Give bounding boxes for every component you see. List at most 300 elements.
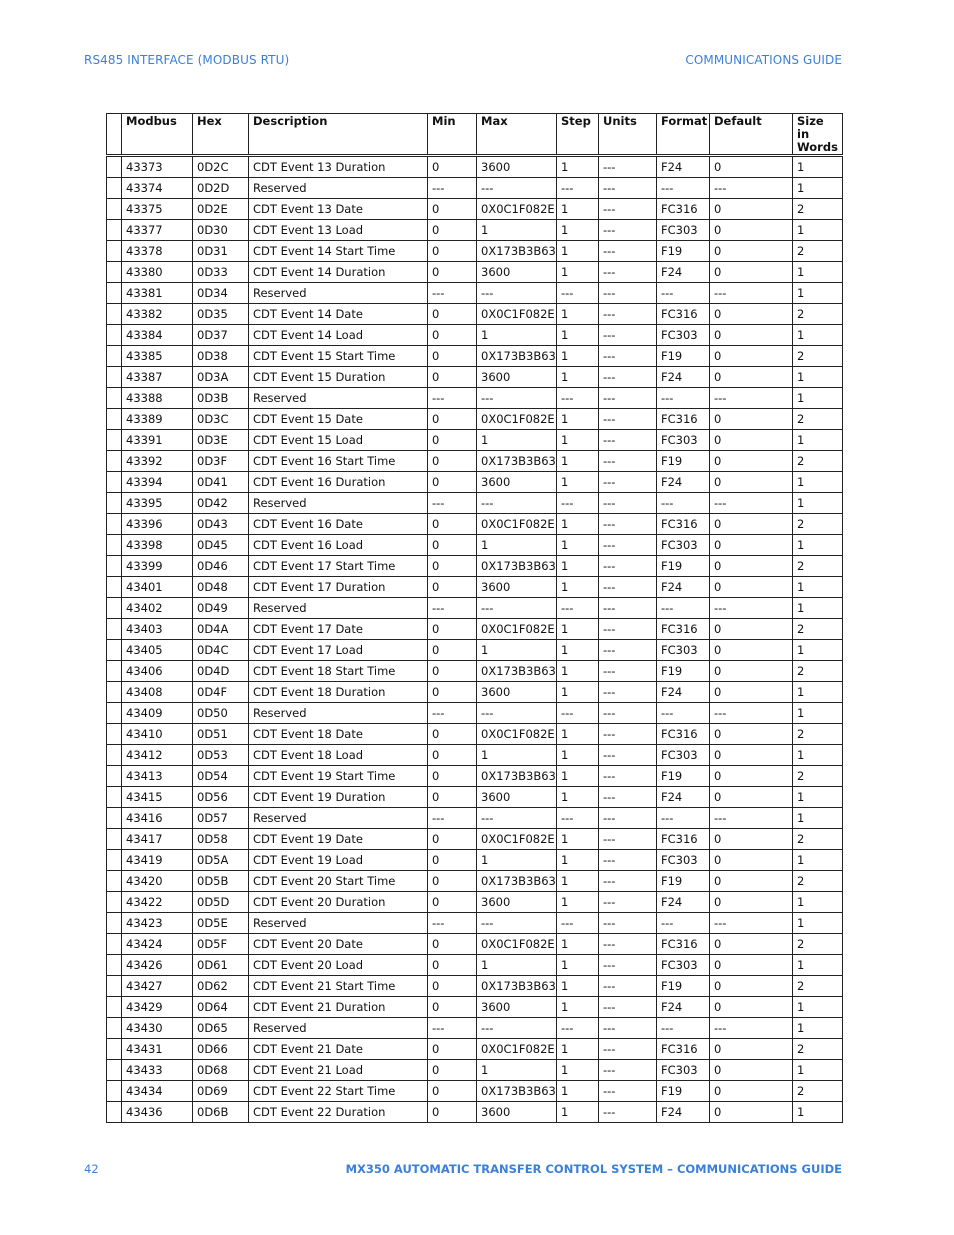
table-row [107, 871, 843, 892]
cell-hex: 0D3C [193, 409, 249, 430]
cell-units: --- [599, 1060, 657, 1081]
cell-description: CDT Event 14 Date [249, 304, 428, 325]
row-margin-cell [107, 514, 122, 535]
row-margin-cell [107, 156, 122, 178]
row-margin-cell [107, 388, 122, 409]
cell-format: F19 [657, 976, 710, 997]
cell-step: 1 [557, 367, 599, 388]
row-margin-cell [107, 430, 122, 451]
cell-default: 0 [710, 661, 793, 682]
cell-description: Reserved [249, 178, 428, 199]
cell-description: CDT Event 22 Duration [249, 1102, 428, 1123]
cell-format: --- [657, 388, 710, 409]
cell-max: 3600 [477, 682, 557, 703]
cell-max: 0X0C1F082E [477, 304, 557, 325]
cell-format: FC303 [657, 430, 710, 451]
col-header-default: Default [710, 114, 793, 156]
cell-hex: 0D37 [193, 325, 249, 346]
table-row [107, 1102, 843, 1123]
row-margin-cell [107, 871, 122, 892]
table-row [107, 262, 843, 283]
table-row [107, 577, 843, 598]
row-margin-cell [107, 913, 122, 934]
cell-description: Reserved [249, 283, 428, 304]
cell-units: --- [599, 241, 657, 262]
cell-description: CDT Event 15 Load [249, 430, 428, 451]
cell-hex: 0D4F [193, 682, 249, 703]
row-margin-cell [107, 892, 122, 913]
cell-hex: 0D42 [193, 493, 249, 514]
cell-step: 1 [557, 829, 599, 850]
cell-default: 0 [710, 955, 793, 976]
cell-max: --- [477, 808, 557, 829]
cell-hex: 0D69 [193, 1081, 249, 1102]
cell-size: 1 [793, 493, 843, 514]
table-row [107, 367, 843, 388]
cell-step: 1 [557, 892, 599, 913]
cell-modbus: 43374 [122, 178, 193, 199]
table-row [107, 829, 843, 850]
cell-modbus: 43433 [122, 1060, 193, 1081]
cell-size: 1 [793, 850, 843, 871]
cell-size: 2 [793, 934, 843, 955]
cell-min: 0 [428, 346, 477, 367]
cell-step: 1 [557, 514, 599, 535]
cell-min: --- [428, 178, 477, 199]
cell-min: --- [428, 808, 477, 829]
cell-hex: 0D61 [193, 955, 249, 976]
cell-max: 1 [477, 535, 557, 556]
cell-step: --- [557, 388, 599, 409]
cell-max: 3600 [477, 892, 557, 913]
cell-hex: 0D51 [193, 724, 249, 745]
table-row [107, 241, 843, 262]
cell-units: --- [599, 850, 657, 871]
cell-max: 0X0C1F082E [477, 514, 557, 535]
cell-min: --- [428, 388, 477, 409]
cell-format: F24 [657, 156, 710, 178]
row-margin-cell [107, 850, 122, 871]
cell-min: 0 [428, 640, 477, 661]
cell-step: 1 [557, 577, 599, 598]
cell-units: --- [599, 556, 657, 577]
cell-hex: 0D45 [193, 535, 249, 556]
row-margin-cell [107, 787, 122, 808]
cell-size: 1 [793, 703, 843, 724]
running-header-section: RS485 INTERFACE (MODBUS RTU) [84, 53, 290, 67]
footer-title: MX350 AUTOMATIC TRANSFER CONTROL SYSTEM – COMMUNICATIONS GUIDE [345, 1162, 842, 1176]
cell-default: --- [710, 283, 793, 304]
cell-hex: 0D34 [193, 283, 249, 304]
cell-step: 1 [557, 934, 599, 955]
cell-format: FC303 [657, 850, 710, 871]
cell-units: --- [599, 640, 657, 661]
cell-min: 0 [428, 220, 477, 241]
page-number: 42 [84, 1162, 99, 1176]
cell-size: 1 [793, 388, 843, 409]
cell-units: --- [599, 745, 657, 766]
cell-description: CDT Event 18 Load [249, 745, 428, 766]
cell-step: 1 [557, 1102, 599, 1123]
row-margin-cell [107, 619, 122, 640]
cell-format: FC303 [657, 1060, 710, 1081]
cell-units: --- [599, 451, 657, 472]
row-margin-cell [107, 304, 122, 325]
table-header-margin [107, 114, 122, 156]
cell-modbus: 43380 [122, 262, 193, 283]
table-row [107, 304, 843, 325]
cell-max: --- [477, 703, 557, 724]
cell-units: --- [599, 955, 657, 976]
cell-units: --- [599, 367, 657, 388]
cell-max: 0X173B3B63 [477, 556, 557, 577]
cell-units: --- [599, 661, 657, 682]
table-row [107, 703, 843, 724]
cell-size: 1 [793, 682, 843, 703]
cell-max: 3600 [477, 156, 557, 178]
cell-description: CDT Event 14 Duration [249, 262, 428, 283]
cell-max: --- [477, 388, 557, 409]
cell-description: CDT Event 20 Load [249, 955, 428, 976]
cell-description: CDT Event 18 Date [249, 724, 428, 745]
cell-step: 1 [557, 850, 599, 871]
cell-step: --- [557, 493, 599, 514]
cell-default: --- [710, 598, 793, 619]
cell-hex: 0D65 [193, 1018, 249, 1039]
cell-format: FC316 [657, 724, 710, 745]
cell-units: --- [599, 220, 657, 241]
cell-modbus: 43389 [122, 409, 193, 430]
cell-units: --- [599, 1018, 657, 1039]
cell-units: --- [599, 577, 657, 598]
cell-hex: 0D5D [193, 892, 249, 913]
cell-min: 0 [428, 514, 477, 535]
cell-description: CDT Event 19 Load [249, 850, 428, 871]
cell-size: 2 [793, 346, 843, 367]
cell-default: 0 [710, 787, 793, 808]
cell-max: 3600 [477, 997, 557, 1018]
cell-units: --- [599, 1102, 657, 1123]
cell-format: --- [657, 598, 710, 619]
cell-description: CDT Event 18 Duration [249, 682, 428, 703]
table-body [107, 156, 843, 1123]
cell-min: 0 [428, 472, 477, 493]
cell-units: --- [599, 724, 657, 745]
cell-hex: 0D31 [193, 241, 249, 262]
cell-default: 0 [710, 472, 793, 493]
cell-step: --- [557, 598, 599, 619]
cell-default: 0 [710, 871, 793, 892]
cell-hex: 0D4D [193, 661, 249, 682]
cell-max: 1 [477, 850, 557, 871]
cell-max: 1 [477, 745, 557, 766]
cell-default: 0 [710, 199, 793, 220]
cell-max: 0X0C1F082E [477, 409, 557, 430]
cell-format: --- [657, 1018, 710, 1039]
cell-max: --- [477, 493, 557, 514]
cell-hex: 0D46 [193, 556, 249, 577]
table-row [107, 199, 843, 220]
table-row [107, 766, 843, 787]
cell-modbus: 43413 [122, 766, 193, 787]
cell-units: --- [599, 703, 657, 724]
cell-default: 0 [710, 346, 793, 367]
cell-modbus: 43424 [122, 934, 193, 955]
cell-description: CDT Event 14 Load [249, 325, 428, 346]
cell-format: F24 [657, 1102, 710, 1123]
cell-units: --- [599, 1039, 657, 1060]
cell-units: --- [599, 598, 657, 619]
cell-max: 0X0C1F082E [477, 829, 557, 850]
cell-units: --- [599, 514, 657, 535]
row-margin-cell [107, 220, 122, 241]
cell-default: 0 [710, 1060, 793, 1081]
cell-format: F19 [657, 766, 710, 787]
cell-format: FC316 [657, 304, 710, 325]
table-row [107, 535, 843, 556]
cell-modbus: 43387 [122, 367, 193, 388]
row-margin-cell [107, 451, 122, 472]
cell-description: CDT Event 16 Date [249, 514, 428, 535]
cell-units: --- [599, 934, 657, 955]
row-margin-cell [107, 178, 122, 199]
cell-default: 0 [710, 156, 793, 178]
cell-modbus: 43396 [122, 514, 193, 535]
table-row [107, 556, 843, 577]
cell-hex: 0D68 [193, 1060, 249, 1081]
col-header-modbus: Modbus [122, 114, 193, 156]
cell-format: --- [657, 913, 710, 934]
cell-default: 0 [710, 1102, 793, 1123]
cell-default: --- [710, 493, 793, 514]
cell-format: FC303 [657, 640, 710, 661]
cell-default: --- [710, 808, 793, 829]
cell-format: F19 [657, 556, 710, 577]
cell-modbus: 43409 [122, 703, 193, 724]
row-margin-cell [107, 829, 122, 850]
cell-hex: 0D5E [193, 913, 249, 934]
table-row [107, 850, 843, 871]
table-row [107, 787, 843, 808]
cell-step: 1 [557, 787, 599, 808]
cell-units: --- [599, 682, 657, 703]
cell-default: 0 [710, 409, 793, 430]
cell-modbus: 43375 [122, 199, 193, 220]
cell-format: FC303 [657, 220, 710, 241]
col-header-max: Max [477, 114, 557, 156]
cell-max: 1 [477, 325, 557, 346]
cell-format: FC316 [657, 934, 710, 955]
cell-format: F19 [657, 871, 710, 892]
cell-format: F24 [657, 997, 710, 1018]
cell-max: --- [477, 913, 557, 934]
cell-modbus: 43405 [122, 640, 193, 661]
cell-step: --- [557, 1018, 599, 1039]
cell-hex: 0D3A [193, 367, 249, 388]
row-margin-cell [107, 472, 122, 493]
cell-description: CDT Event 20 Duration [249, 892, 428, 913]
cell-format: FC316 [657, 514, 710, 535]
cell-format: F24 [657, 367, 710, 388]
table-row [107, 220, 843, 241]
cell-max: 3600 [477, 262, 557, 283]
table-row [107, 514, 843, 535]
cell-description: CDT Event 17 Load [249, 640, 428, 661]
cell-min: 0 [428, 997, 477, 1018]
cell-units: --- [599, 535, 657, 556]
row-margin-cell [107, 766, 122, 787]
cell-min: --- [428, 598, 477, 619]
cell-hex: 0D3E [193, 430, 249, 451]
cell-max: --- [477, 283, 557, 304]
col-header-format: Format [657, 114, 710, 156]
cell-max: 1 [477, 955, 557, 976]
row-margin-cell [107, 283, 122, 304]
cell-description: CDT Event 21 Date [249, 1039, 428, 1060]
cell-min: 0 [428, 325, 477, 346]
cell-units: --- [599, 388, 657, 409]
col-header-step: Step [557, 114, 599, 156]
table-row [107, 913, 843, 934]
cell-max: 0X173B3B63 [477, 346, 557, 367]
cell-max: 0X173B3B63 [477, 451, 557, 472]
cell-description: CDT Event 19 Duration [249, 787, 428, 808]
cell-min: 0 [428, 1060, 477, 1081]
row-margin-cell [107, 724, 122, 745]
cell-min: 0 [428, 156, 477, 178]
cell-default: 0 [710, 934, 793, 955]
cell-max: 0X0C1F082E [477, 199, 557, 220]
cell-format: FC303 [657, 535, 710, 556]
cell-format: FC316 [657, 409, 710, 430]
row-margin-cell [107, 262, 122, 283]
cell-hex: 0D2C [193, 156, 249, 178]
row-margin-cell [107, 703, 122, 724]
cell-hex: 0D66 [193, 1039, 249, 1060]
cell-description: Reserved [249, 808, 428, 829]
cell-modbus: 43399 [122, 556, 193, 577]
cell-min: 0 [428, 304, 477, 325]
cell-format: F19 [657, 241, 710, 262]
table-row [107, 808, 843, 829]
cell-max: 3600 [477, 577, 557, 598]
cell-description: CDT Event 14 Start Time [249, 241, 428, 262]
cell-size: 1 [793, 1102, 843, 1123]
cell-min: 0 [428, 262, 477, 283]
cell-size: 1 [793, 367, 843, 388]
table-row [107, 598, 843, 619]
cell-max: 3600 [477, 367, 557, 388]
cell-step: 1 [557, 325, 599, 346]
cell-description: CDT Event 16 Load [249, 535, 428, 556]
cell-format: F24 [657, 262, 710, 283]
cell-step: 1 [557, 1039, 599, 1060]
cell-units: --- [599, 325, 657, 346]
cell-size: 2 [793, 451, 843, 472]
cell-units: --- [599, 493, 657, 514]
cell-hex: 0D5B [193, 871, 249, 892]
col-header-hex: Hex [193, 114, 249, 156]
table-row [107, 346, 843, 367]
cell-format: --- [657, 283, 710, 304]
table-row [107, 682, 843, 703]
cell-description: CDT Event 21 Duration [249, 997, 428, 1018]
cell-size: 2 [793, 556, 843, 577]
cell-max: 0X0C1F082E [477, 724, 557, 745]
cell-format: F24 [657, 472, 710, 493]
row-margin-cell [107, 199, 122, 220]
cell-description: CDT Event 18 Start Time [249, 661, 428, 682]
cell-step: 1 [557, 430, 599, 451]
cell-size: 2 [793, 871, 843, 892]
table-row [107, 724, 843, 745]
cell-modbus: 43429 [122, 997, 193, 1018]
cell-min: 0 [428, 976, 477, 997]
cell-step: --- [557, 913, 599, 934]
col-header-description: Description [249, 114, 428, 156]
cell-size: 1 [793, 430, 843, 451]
col-header-units: Units [599, 114, 657, 156]
cell-default: 0 [710, 262, 793, 283]
cell-size: 1 [793, 178, 843, 199]
cell-description: Reserved [249, 493, 428, 514]
cell-min: 0 [428, 724, 477, 745]
cell-modbus: 43434 [122, 1081, 193, 1102]
cell-size: 1 [793, 577, 843, 598]
cell-modbus: 43381 [122, 283, 193, 304]
cell-modbus: 43392 [122, 451, 193, 472]
cell-min: 0 [428, 1081, 477, 1102]
cell-min: 0 [428, 430, 477, 451]
table-row [107, 661, 843, 682]
cell-size: 2 [793, 976, 843, 997]
cell-description: Reserved [249, 1018, 428, 1039]
cell-default: 0 [710, 976, 793, 997]
cell-description: CDT Event 15 Start Time [249, 346, 428, 367]
cell-units: --- [599, 283, 657, 304]
cell-min: 0 [428, 766, 477, 787]
row-margin-cell [107, 598, 122, 619]
cell-default: --- [710, 388, 793, 409]
cell-units: --- [599, 409, 657, 430]
cell-description: CDT Event 17 Duration [249, 577, 428, 598]
cell-step: 1 [557, 1060, 599, 1081]
cell-size: 1 [793, 640, 843, 661]
cell-min: 0 [428, 556, 477, 577]
cell-step: --- [557, 178, 599, 199]
cell-size: 1 [793, 220, 843, 241]
cell-size: 1 [793, 892, 843, 913]
cell-size: 2 [793, 829, 843, 850]
cell-description: CDT Event 20 Start Time [249, 871, 428, 892]
cell-units: --- [599, 430, 657, 451]
cell-step: 1 [557, 745, 599, 766]
cell-hex: 0D33 [193, 262, 249, 283]
row-margin-cell [107, 640, 122, 661]
cell-max: --- [477, 178, 557, 199]
cell-hex: 0D30 [193, 220, 249, 241]
cell-modbus: 43377 [122, 220, 193, 241]
cell-hex: 0D43 [193, 514, 249, 535]
cell-min: --- [428, 703, 477, 724]
cell-min: 0 [428, 199, 477, 220]
cell-step: 1 [557, 766, 599, 787]
cell-units: --- [599, 178, 657, 199]
cell-step: 1 [557, 451, 599, 472]
cell-format: FC303 [657, 745, 710, 766]
col-header-size: Size in Words [793, 114, 843, 156]
cell-units: --- [599, 156, 657, 178]
